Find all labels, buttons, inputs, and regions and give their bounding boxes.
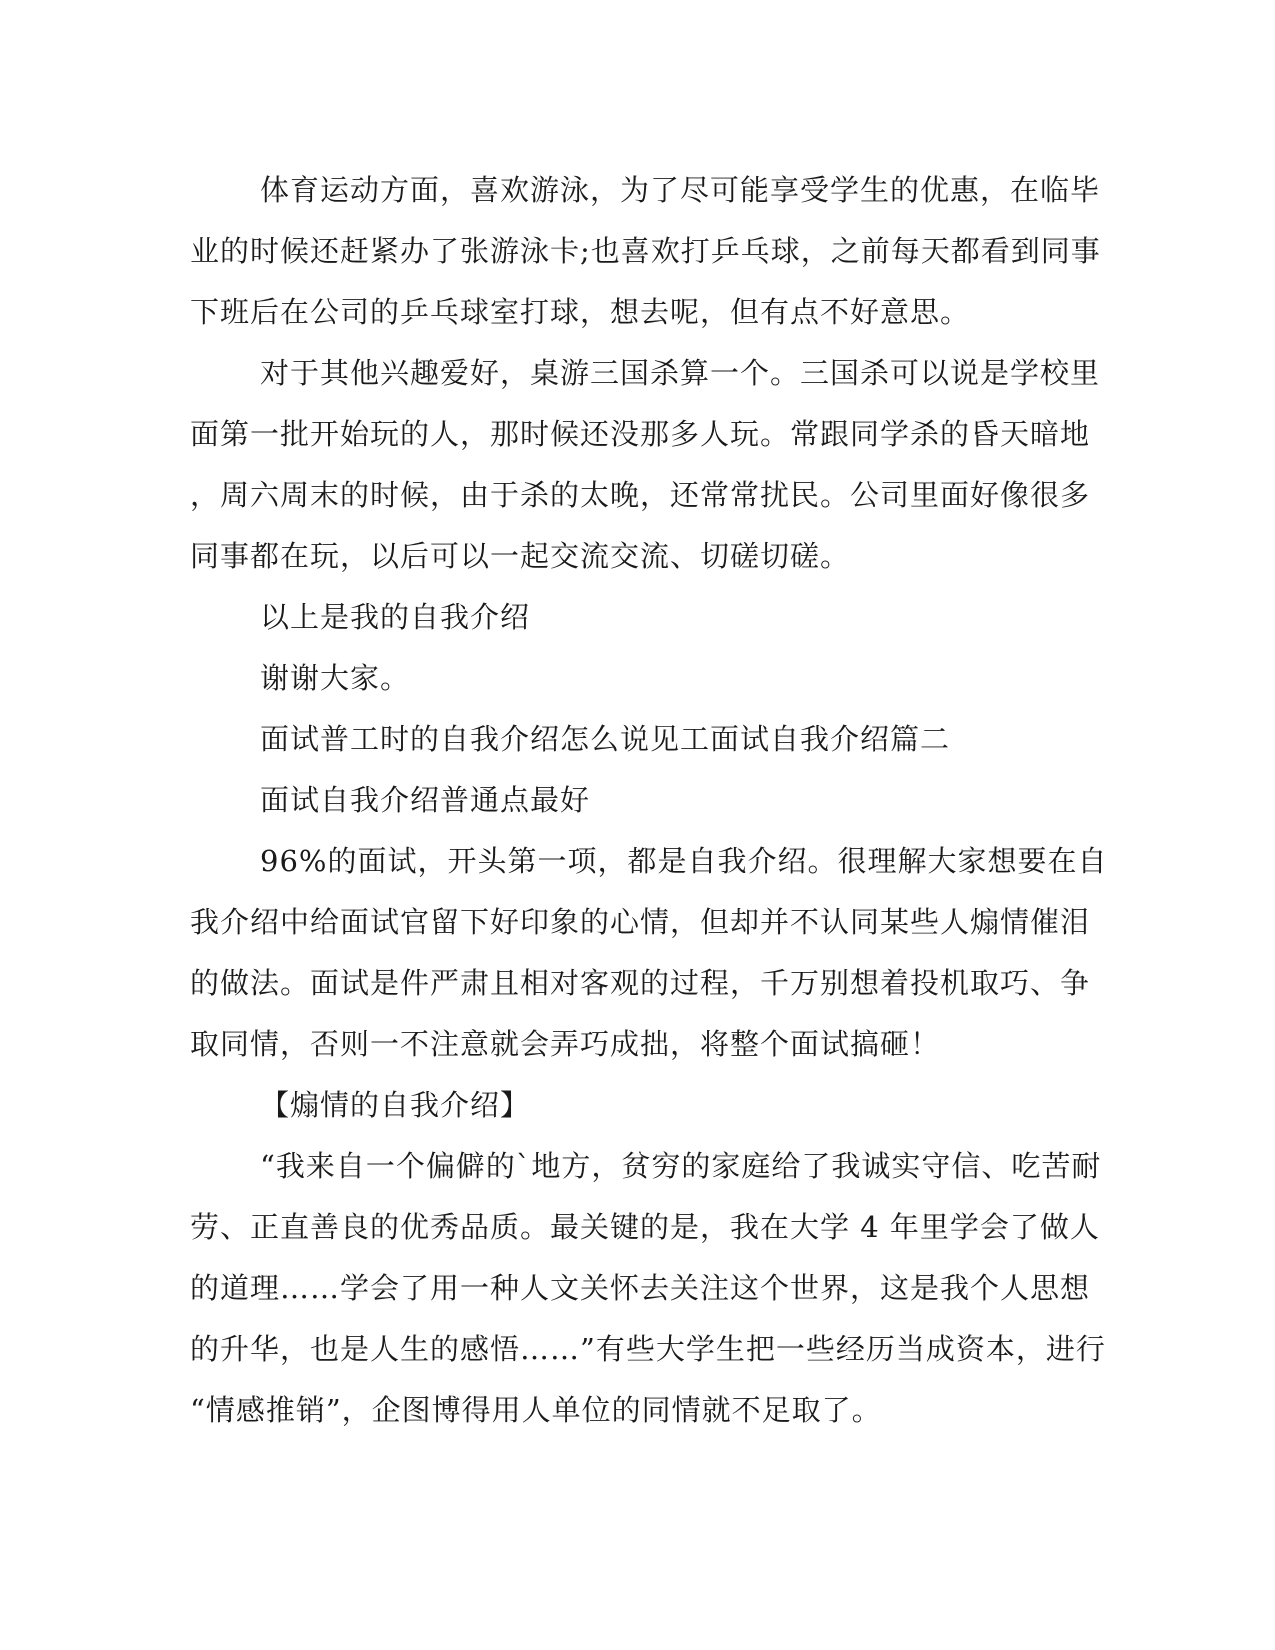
document-body <box>190 160 1108 1441</box>
paragraph-quote-line-4: 的升华，也是人生的感悟……”有些大学生把一些经历当成资本，进行 <box>190 1332 1106 1366</box>
bracket-heading: 【煽情的自我介绍】 <box>260 1088 531 1122</box>
paragraph-interview-line-4: 取同情，否则一不注意就会弄巧成拙，将整个面试搞砸！ <box>190 1027 941 1061</box>
paragraph-interview-line-1: 96%的面试，开头第一项，都是自我介绍。很理解大家想要在自 <box>260 844 1108 878</box>
thanks-line: 谢谢大家。 <box>260 661 411 695</box>
paragraph-hobbies-line-1: 对于其他兴趣爱好，桌游三国杀算一个。三国杀可以说是学校里 <box>260 356 1101 390</box>
paragraph-sports-line-3: 下班后在公司的乒乓球室打球，想去呢，但有点不好意思。 <box>190 295 971 329</box>
closing-line: 以上是我的自我介绍 <box>260 600 531 634</box>
paragraph-hobbies-line-3: ，周六周末的时候，由于杀的太晚，还常常扰民。公司里面好像很多 <box>190 478 1091 512</box>
paragraph-quote-line-1: “我来自一个偏僻的`地方，贫穷的家庭给了我诚实守信、吃苦耐 <box>260 1149 1102 1183</box>
section-subtitle: 面试自我介绍普通点最好 <box>260 783 591 817</box>
paragraph-interview-line-3: 的做法。面试是件严肃且相对客观的过程，千万别想着投机取巧、争 <box>190 966 1091 1000</box>
paragraph-sports-line-1: 体育运动方面，喜欢游泳，为了尽可能享受学生的优惠，在临毕 <box>260 173 1101 207</box>
paragraph-hobbies-line-2: 面第一批开始玩的人，那时候还没那多人玩。常跟同学杀的昏天暗地 <box>190 417 1091 451</box>
paragraph-quote-line-3: 的道理……学会了用一种人文关怀去关注这个世界，这是我个人思想 <box>190 1271 1091 1305</box>
paragraph-interview-line-2: 我介绍中给面试官留下好印象的心情，但却并不认同某些人煽情催泪 <box>190 905 1091 939</box>
paragraph-sports-line-2: 业的时候还赶紧办了张游泳卡;也喜欢打乒乓球，之前每天都看到同事 <box>190 234 1101 268</box>
paragraph-quote-line-2: 劳、正直善良的优秀品质。最关键的是，我在大学 4 年里学会了做人 <box>190 1210 1100 1244</box>
section-title: 面试普工时的自我介绍怎么说见工面试自我介绍篇二 <box>260 722 951 756</box>
paragraph-quote-line-5: “情感推销”，企图博得用人单位的同情就不足取了。 <box>190 1393 882 1427</box>
paragraph-hobbies-line-4: 同事都在玩，以后可以一起交流交流、切磋切磋。 <box>190 539 851 573</box>
